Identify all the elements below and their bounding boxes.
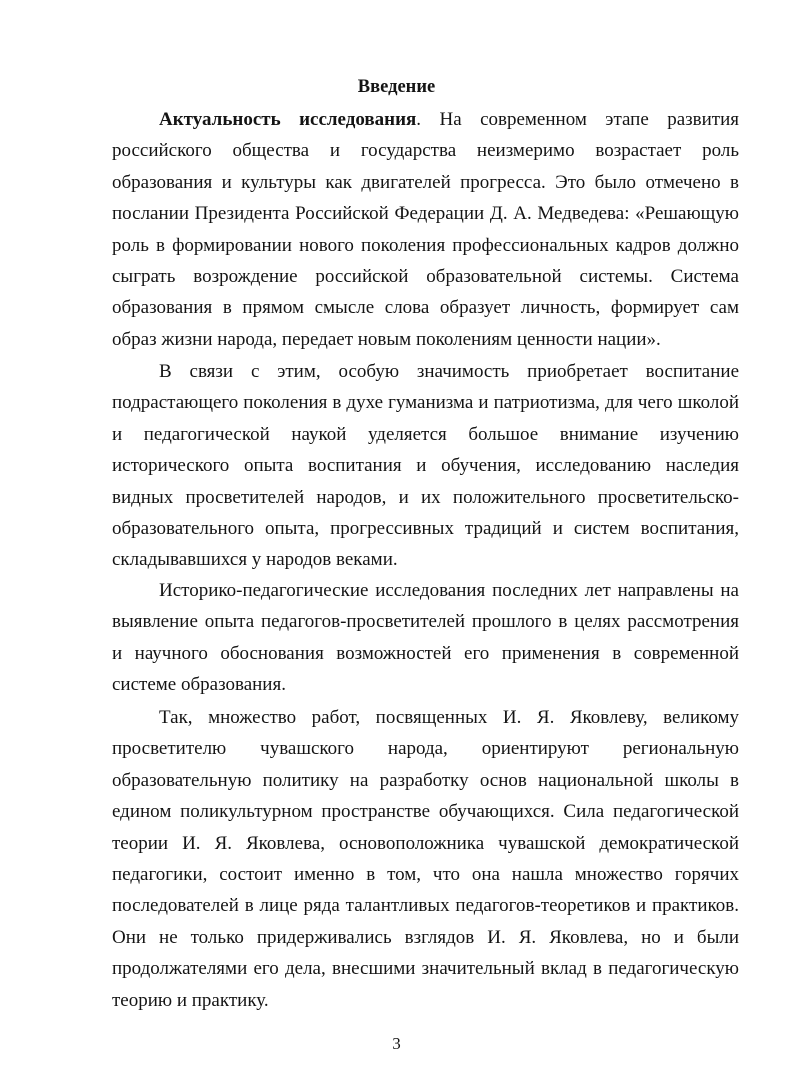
paragraph-yakovlev: Так, множество работ, посвященных И. Я. Яковлеву, великому просветителю чувашского народа, ориентируют региональную образовательную политику на разработку основ национальной школы в едином поликультурном пространстве обучающихся. Сила педагогической теории И. Я. Яковлева, основоположника чувашской демократической педагогики, состоит именно в том, что она нашла множество горячих последователей в лице ряда талантливых педагогов-теоретиков и практиков. Они не только придерживались взглядов И. Я. Яковлева, но и были продолжателями его дела, внесшими значительный вклад в педагогическую теорию и практику. (112, 707, 739, 1011)
page-number: 3 (392, 1034, 401, 1053)
section-title: Введение (357, 77, 436, 97)
paragraph-lead: Актуальность исследования (159, 109, 417, 130)
paragraph-upbringing: В связи с этим, особую значимость приобретает воспитание подрастающего поколения в духе гуманизма и патриотизма, для чего школой и педагогической наукой уделяется большое внимание изучению исторического опыта воспитания и обучения, исследованию наследия видных просветителей народов, и их положительного просветительско-образовательного опыта, прогрессивных традиций и систем воспитания, складывавшихся у народов веками. (112, 361, 739, 571)
paragraph-relevance (112, 104, 739, 355)
paragraph-text: . На современном этапе развития российского общества и государства неизмеримо возрастает роль образования и культуры как двигателей прогресса. Это было отмечено в послании Президента Российской Федерации Д. А. Медведева: «Решающую роль в формировании нового поколения профессиональных кадров должно сыграть возрождение российской образовательной системы. Система образования в прямом смысле слова образует личность, формирует сам образ жизни народа, передает новым поколениям ценности нации». (112, 109, 739, 350)
paragraph-historical-research: Историко-педагогические исследования последних лет направлены на выявление опыта педагогов-просветителей прошлого в целях рассмотрения и научного обоснования возможностей его применения в современной системе образования. (112, 580, 739, 696)
